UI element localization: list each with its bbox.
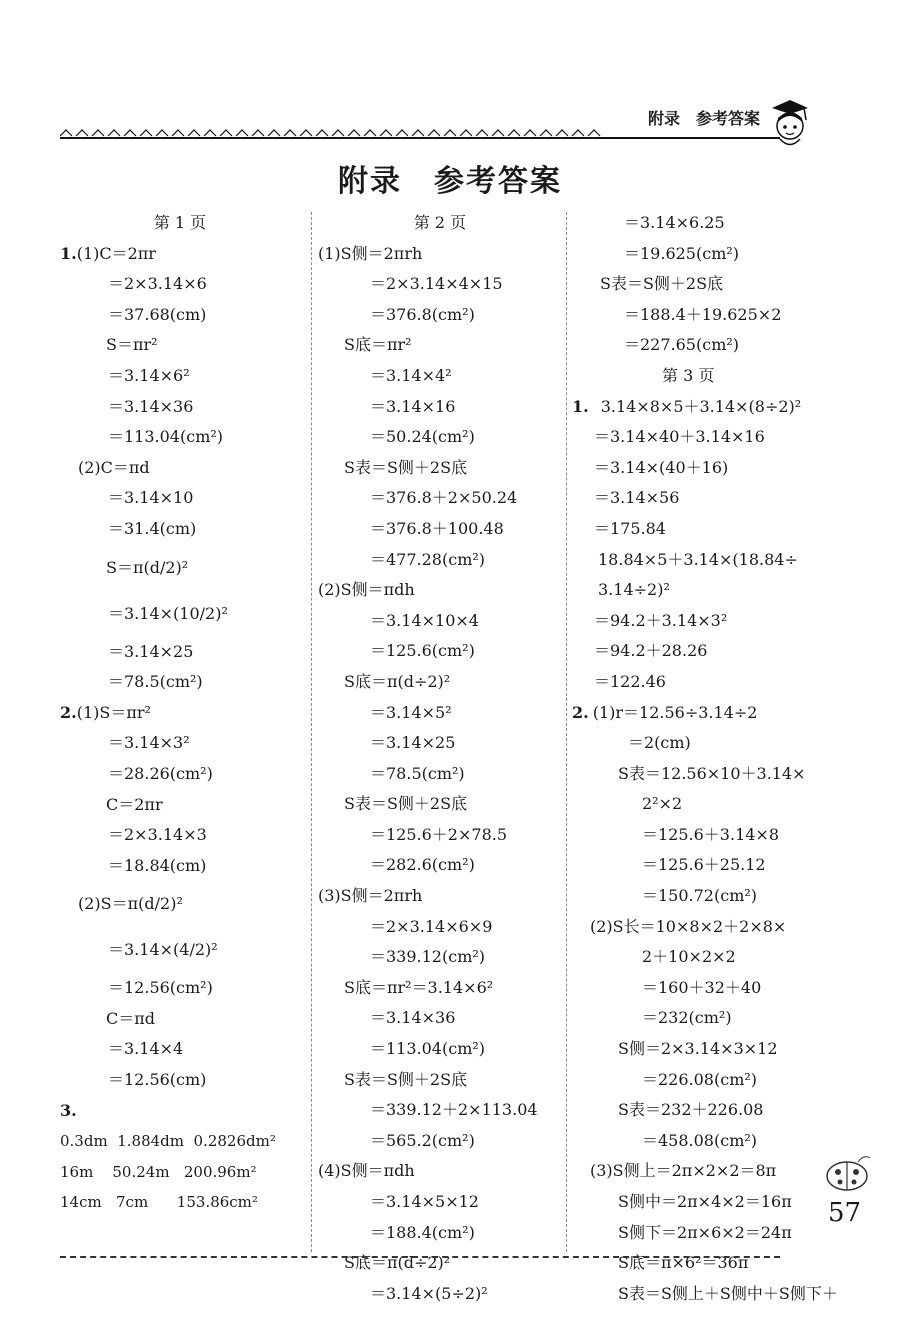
answer-line: S表＝12.56×10＋3.14× [618, 763, 806, 783]
answer-line: ＝3.14×56 [594, 488, 680, 508]
answer-line: (2)S长＝10×8×2＋2×8× [590, 916, 787, 936]
answer-line: S底＝π(d÷2)² [344, 1253, 451, 1273]
page-number: 57 [828, 1198, 862, 1228]
answer-line: 3.14×8×5＋3.14×(8÷2)² [600, 396, 802, 416]
answer-line: ＝78.5(cm²) [370, 763, 465, 783]
header-decorative-rule [60, 126, 780, 142]
answer-line: ＝12.56(cm) [108, 1070, 207, 1090]
answer-line: ＝2×3.14×6 [108, 274, 207, 294]
answer-line: (3)S侧＝2πrh [318, 886, 423, 906]
answer-line: (4)S侧＝πdh [318, 1161, 415, 1181]
answer-line: (2)C＝πd [78, 457, 150, 477]
answer-line: ＝122.46 [594, 671, 666, 691]
answer-line: ＝3.14×(4/2)² [108, 940, 218, 960]
answer-line: ＝113.04(cm²) [370, 1039, 486, 1059]
answer-line: S表＝S侧＋2S底 [344, 794, 468, 814]
answer-line: ＝150.72(cm²) [642, 886, 758, 906]
answer-line: ＝376.8(cm²) [370, 304, 475, 324]
answer-line: (2)S侧＝πdh [318, 580, 415, 600]
answer-line: ＝160＋32＋40 [642, 977, 762, 997]
answer-line: ＝2(cm) [628, 733, 691, 753]
question-number: 2. [572, 702, 589, 722]
answer-line: ＝37.68(cm) [108, 304, 207, 324]
answer-line: ＝3.14×10 [108, 488, 194, 508]
answer-line: ＝458.08(cm²) [642, 1130, 758, 1150]
answer-line: ＝188.4＋19.625×2 [624, 304, 782, 324]
answer-line: ＝3.14×36 [370, 1008, 456, 1028]
answer-line: 2²×2 [642, 794, 683, 814]
answer-line: (1)S＝πr² [76, 702, 151, 722]
answer-column-2 [318, 208, 562, 1309]
answer-line: ＝226.08(cm²) [642, 1069, 758, 1089]
answer-line: ＝3.14×(5÷2)² [370, 1283, 488, 1303]
answer-line: ＝339.12(cm²) [370, 947, 486, 967]
answer-line: (3)S侧上＝2π×2×2＝8π [590, 1161, 777, 1181]
answer-line: S＝πr² [106, 335, 158, 355]
answer-line: (1)r＝12.56÷3.14÷2 [592, 702, 758, 722]
answer-line: ＝113.04(cm²) [108, 427, 224, 447]
answer-line: ＝188.4(cm²) [370, 1222, 475, 1242]
answer-line: S底＝π(d÷2)² [344, 671, 451, 691]
section-heading: 第 2 页 [413, 213, 467, 232]
question-number: 3. [60, 1100, 77, 1120]
answer-line: S底＝πr² [344, 335, 412, 355]
answer-line: 16m 50.24m 200.96m² [60, 1162, 257, 1181]
answer-line: ＝3.14×5×12 [370, 1192, 479, 1211]
answer-line: ＝3.14×25 [370, 733, 456, 753]
answer-line: ＝19.625(cm²) [624, 243, 740, 263]
column-divider [566, 212, 567, 1252]
answer-line: ＝125.6(cm²) [370, 641, 475, 661]
answer-line: ＝339.12＋2×113.04 [370, 1100, 538, 1120]
answer-line: ＝2×3.14×4×15 [370, 274, 503, 294]
bottom-dashed-rule [60, 1256, 780, 1258]
answer-line: ＝31.4(cm) [108, 518, 197, 538]
answer-line: 3.14÷2)² [598, 580, 670, 600]
answer-line: ＝94.2＋3.14×3² [594, 610, 728, 630]
answer-line: ＝28.26(cm²) [108, 763, 213, 783]
answer-line: ＝50.24(cm²) [370, 427, 475, 447]
answer-line: ＝376.8＋100.48 [370, 518, 504, 538]
answer-line: ＝3.14×40＋3.14×16 [594, 427, 765, 447]
answer-line: C＝πd [106, 1008, 156, 1028]
answer-line: ＝376.8＋2×50.24 [370, 488, 518, 508]
answer-line: ＝3.14×6² [108, 365, 190, 385]
answer-line: S表＝S侧＋2S底 [344, 457, 468, 477]
answer-line: S表＝S侧＋2S底 [600, 274, 724, 294]
answer-line: S表＝232＋226.08 [618, 1100, 764, 1120]
answer-line: ＝232(cm²) [642, 1008, 732, 1028]
answer-line: ＝3.14×4 [108, 1039, 184, 1059]
header-label: 附录 参考答案 [647, 109, 760, 128]
answer-line: ＝477.28(cm²) [370, 549, 486, 569]
answer-line: ＝3.14×25 [108, 641, 194, 661]
answer-line: (1)C＝2πr [76, 243, 156, 263]
answer-line: ＝3.14×10×4 [370, 610, 479, 630]
answer-line: ＝3.14×16 [370, 396, 456, 416]
question-number: 2. [60, 702, 77, 722]
answer-line: ＝3.14×5² [370, 702, 452, 722]
answer-line: ＝282.6(cm²) [370, 855, 475, 875]
answer-column-3 [572, 208, 842, 1309]
answer-line: S侧中＝2π×4×2＝16π [618, 1192, 792, 1211]
answer-line: ＝125.6＋3.14×8 [642, 824, 780, 844]
answer-line: S侧下＝2π×6×2＝24π [618, 1222, 792, 1242]
answer-line: ＝3.14×3² [108, 733, 190, 753]
answer-line: S表＝S侧＋2S底 [344, 1069, 468, 1089]
answer-line: (1)S侧＝2πrh [318, 243, 423, 263]
answer-line: ＝12.56(cm²) [108, 978, 213, 998]
answer-line: ＝125.6＋25.12 [642, 855, 766, 875]
column-divider [311, 212, 312, 1252]
answer-line: S表＝S侧上＋S侧中＋S侧下＋ [618, 1283, 838, 1303]
answer-line: 2＋10×2×2 [642, 947, 736, 967]
section-heading: 第 3 页 [662, 365, 715, 385]
page-title: 附录 参考答案 [338, 164, 562, 199]
answer-line: ＝3.14×36 [108, 396, 194, 416]
answer-line: ＝2×3.14×3 [108, 825, 207, 845]
answer-line: 18.84×5＋3.14×(18.84÷ [598, 549, 798, 569]
answer-line: S侧＝2×3.14×3×12 [618, 1039, 778, 1059]
answer-line: ＝3.14×4² [370, 365, 452, 385]
answer-line: S底＝πr²＝3.14×6² [344, 977, 494, 997]
answer-line: ＝94.2＋28.26 [594, 641, 708, 661]
answer-column-1 [60, 208, 300, 1218]
answer-line: ＝3.14×(10/2)² [108, 603, 228, 623]
answer-line: C＝2πr [106, 794, 163, 814]
answer-line: ＝2×3.14×6×9 [370, 916, 493, 936]
answer-line: ＝3.14×6.25 [624, 213, 725, 232]
answer-line: ＝78.5(cm²) [108, 672, 203, 692]
answer-line: ＝125.6＋2×78.5 [370, 824, 508, 844]
answer-line: S底＝π×6²＝36π [618, 1253, 749, 1273]
answer-line: (2)S＝π(d/2)² [78, 894, 183, 914]
question-number: 1. [572, 396, 589, 416]
ladybug-icon [820, 1150, 874, 1194]
answer-line: ＝3.14×(40＋16) [594, 457, 729, 477]
section-heading: 第 1 页 [153, 213, 207, 232]
answer-line: ＝18.84(cm) [108, 855, 207, 875]
answer-line: ＝227.65(cm²) [624, 335, 740, 355]
answer-line: ＝175.84 [594, 518, 666, 538]
answer-line: S＝π(d/2)² [106, 557, 189, 577]
answer-line: 14cm 7cm 153.86cm² [60, 1193, 258, 1212]
answer-line: 0.3dm 1.884dm 0.2826dm² [60, 1132, 276, 1151]
answer-line: ＝565.2(cm²) [370, 1130, 475, 1150]
question-number: 1. [60, 243, 77, 263]
